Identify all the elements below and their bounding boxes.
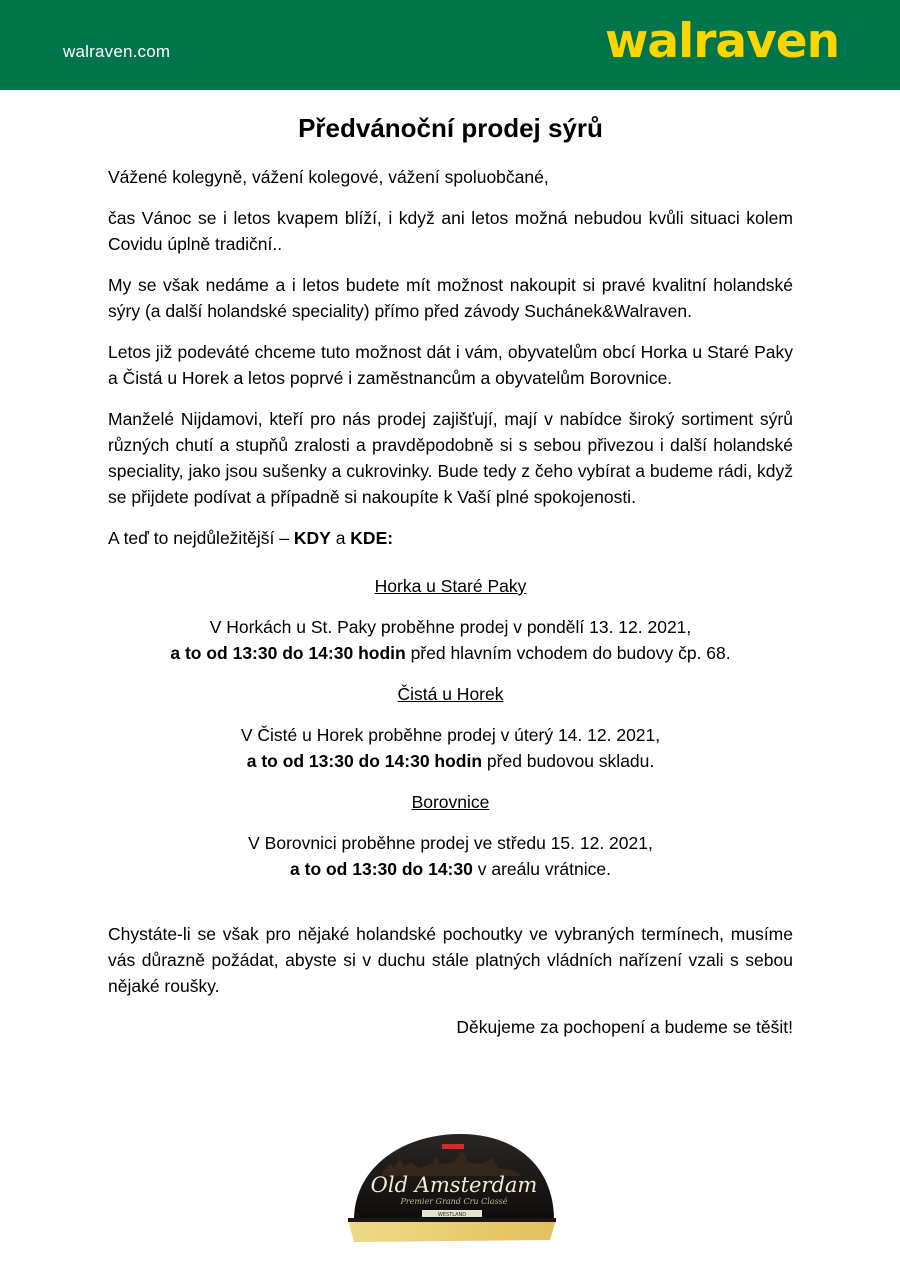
spacer xyxy=(108,897,793,921)
when-where-prefix: A teď to nejdůležitější – xyxy=(108,528,294,548)
document-body xyxy=(108,108,793,1055)
walraven-logo: walraven xyxy=(605,14,840,69)
location-title: Horka u Staré Paky xyxy=(374,576,527,596)
thanks-line: Děkujeme za pochopení a budeme se těšit! xyxy=(456,1017,793,1037)
and-text: a xyxy=(330,528,351,548)
paragraph-4: Manželé Nijdamovi, kteří pro nás prodej zajišťují, mají v nabídce široký sortiment sýrů různých chutí a stupňů zralosti a pravděpodobně si s sebou přivezou i další holandské speciality, jako jsou sušenky a cukrovinky. Bude tedy z čeho vybírat a budeme rádi, když se přijdete podívat a případně si nakoupíte k Vaší plné spokojenosti. xyxy=(108,409,793,507)
page-header xyxy=(0,0,900,90)
paragraph-1: čas Vánoc se i letos kvapem blíží, i když ani letos možná nebudou kvůli situaci kolem Covidu úplně tradiční.. xyxy=(108,208,793,254)
site-url[interactable]: walraven.com xyxy=(63,42,171,61)
closing-paragraph: Chystáte-li se však pro nějaké holandské pochoutky ve vybraných termínech, musíme vás důrazně požádat, abyste si v duchu stále platných vládních nařízení vzali s sebou nějaké roušky. xyxy=(108,924,793,996)
location-date: V Borovnici proběhne prodej ve středu 15. 12. 2021, xyxy=(248,833,653,853)
kde-label: KDE: xyxy=(350,528,394,548)
greeting: Vážené kolegyně, vážení kolegové, vážení spoluobčané, xyxy=(108,167,549,187)
location-title: Borovnice xyxy=(411,792,490,812)
location-title: Čistá u Horek xyxy=(397,684,504,704)
location-block xyxy=(108,573,793,666)
cheese-wedge-image xyxy=(342,1128,562,1246)
cheese-maker-label: WESTLAND xyxy=(437,1212,467,1218)
location-place: před hlavním vchodem do budovy čp. 68. xyxy=(405,643,731,663)
paragraph-2: My se však nedáme a i letos budete mít možnost nakoupit si pravé kvalitní holandské sýry (a další holandské speciality) přímo před závody Suchánek&Walraven. xyxy=(108,275,793,321)
location-date: V Horkách u St. Paky proběhne prodej v pondělí 13. 12. 2021, xyxy=(209,617,692,637)
location-time: a to od 13:30 do 14:30 hodin xyxy=(170,643,406,663)
cheese-brand-label: Old Amsterdam xyxy=(370,1173,538,1197)
location-place: v areálu vrátnice. xyxy=(472,859,611,879)
location-place: před budovou skladu. xyxy=(482,751,655,771)
document-title: Předvánoční prodej sýrů xyxy=(298,113,603,143)
location-block xyxy=(108,789,793,882)
location-details xyxy=(108,614,793,666)
paragraph-3: Letos již podeváté chceme tuto možnost dát i vám, obyvatelům obcí Horka u Staré Paky a Čistá u Horek a letos poprvé i zaměstnancům a obyvatelům Borovnice. xyxy=(108,342,793,388)
when-where-line xyxy=(108,525,793,551)
location-date: V Čisté u Horek proběhne prodej v úterý 14. 12. 2021, xyxy=(240,725,661,745)
location-time: a to od 13:30 do 14:30 hodin xyxy=(246,751,483,771)
location-time: a to od 13:30 do 14:30 xyxy=(290,859,473,879)
location-details xyxy=(108,830,793,882)
location-details xyxy=(108,722,793,774)
cheese-subtitle-label: Premier Grand Cru Classé xyxy=(400,1197,508,1206)
location-block xyxy=(108,681,793,774)
kdy-label: KDY xyxy=(293,528,331,548)
